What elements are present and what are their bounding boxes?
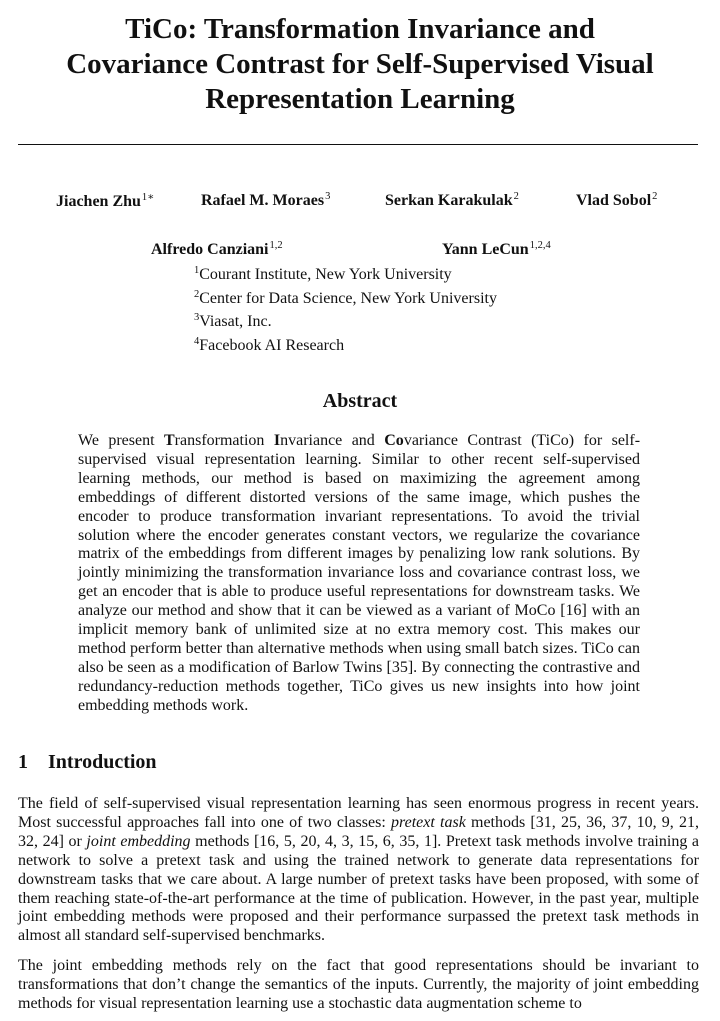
author-rafael-moraes — [201, 191, 330, 210]
author-yann-lecun — [442, 240, 551, 259]
author-name: Alfredo Canziani — [151, 241, 269, 258]
affiliation — [194, 332, 497, 356]
affiliation — [194, 308, 497, 332]
affil-mark: 4 — [194, 335, 200, 347]
paragraph-text: The field of self-supervised visual representation learning has seen enormous progress in recent years. Most successful approaches fall into one of two classes: — [18, 795, 699, 831]
title-line: Representation Learning — [205, 83, 515, 115]
intro-paragraph-2: The joint embedding methods rely on the fact that good representations should be invariant to transformations that don’t change the semantics of the inputs. Currently, the majority of joint embedding methods for visual representation learning use a stochastic data augmentation scheme to — [18, 957, 699, 1012]
abstract-text: nvariance and — [280, 432, 385, 449]
abstract-text: variance Contrast (TiCo) for self-supervised visual representation learning. Similar to other recent self-supervised learning methods, our method is based on maximizing the agreement among embeddings of different distorted versions of the same image, which pushes the encoder to produce transformation invariant representations. To avoid the trivial solution where the encoder generates constant vectors, we regularize the covariance matrix of the embeddings from different images by penalizing low rank solutions. By jointly minimizing the transformation invariance loss and covariance contrast loss, we get an encoder that is able to produce useful representations for downstream tasks. We analyze our method and show that it can be viewed as a variant of MoCo [16] with an implicit memory bank of unlimited size at no extra memory cost. This makes our method perform better than alternative methods when using small batch sizes. TiCo can also be seen as a modification of Barlow Twins [35]. By connecting the contrastive and redundancy-reduction methods together, TiCo gives us new insights into how joint embedding methods work. — [78, 432, 641, 714]
paragraph-italic: joint embedding — [86, 832, 191, 850]
affil-mark: 1 — [194, 265, 200, 276]
affil-text: Facebook AI Research — [199, 336, 345, 354]
author-name: Jiachen Zhu — [56, 193, 141, 210]
abstract-heading: Abstract — [322, 390, 398, 412]
abstract-bold: I — [273, 432, 281, 449]
author-affil-mark: 1∗ — [141, 192, 155, 203]
affiliations — [194, 261, 497, 355]
author-name: Yann LeCun — [442, 241, 529, 258]
section-title: Introduction — [48, 751, 157, 773]
paragraph-text: methods [16, 5, 20, 4, 3, 15, 6, 35, 1]. Pretext task methods involve training a network to solve a pretext task and using the trained network to generate data representations for downstream tasks that we care about. A large number of pretext tasks have been proposed, with some of them reaching state-of-the-art performance at the time of publication. However, in the past year, multiple joint embedding methods were proposed and their performance surpassed the pretext task methods in almost all standard self-supervised benchmarks. — [18, 832, 700, 945]
affil-mark: 2 — [194, 288, 200, 300]
paper-title — [0, 12, 720, 117]
author-name: Serkan Karakulak — [385, 192, 513, 209]
abstract-text: ransformation — [174, 432, 274, 449]
abstract-bold: Co — [384, 432, 404, 449]
section-number: 1 — [18, 751, 28, 773]
affil-text: Courant Institute, New York University — [199, 266, 452, 283]
title-line: Covariance Contrast for Self-Supervised Visual — [66, 48, 654, 80]
author-jiachen-zhu — [56, 191, 154, 211]
author-affil-mark: 1,2,4 — [529, 240, 551, 251]
author-affil-mark: 1,2 — [269, 240, 283, 251]
affil-text: Viasat, Inc. — [199, 313, 272, 330]
paragraph-italic: pretext task — [390, 813, 466, 831]
author-affil-mark: 3 — [325, 191, 331, 202]
affil-mark: 3 — [194, 312, 200, 323]
author-alfredo-canziani — [151, 240, 283, 259]
affiliation — [194, 261, 497, 285]
intro-paragraph-1 — [18, 795, 699, 946]
author-name: Vlad Sobol — [576, 192, 652, 209]
section-heading — [18, 751, 157, 774]
title-line: TiCo: Transformation Invariance and — [125, 13, 595, 45]
author-serkan-karakulak — [385, 191, 519, 210]
author-affil-mark: 2 — [513, 191, 519, 202]
abstract-bold: T — [164, 432, 175, 449]
abstract-text: We present — [78, 432, 164, 449]
affiliation — [194, 285, 497, 309]
author-name: Rafael M. Moraes — [201, 192, 325, 209]
title-rule — [18, 144, 698, 145]
paragraph-text: methods [31, 25, 36, 37, 10, 9, 21, 32, 24] or — [18, 813, 699, 850]
abstract-body — [78, 432, 640, 716]
affil-text: Center for Data Science, New York University — [199, 289, 497, 307]
author-affil-mark: 2 — [652, 191, 658, 202]
author-vlad-sobol — [576, 191, 657, 210]
